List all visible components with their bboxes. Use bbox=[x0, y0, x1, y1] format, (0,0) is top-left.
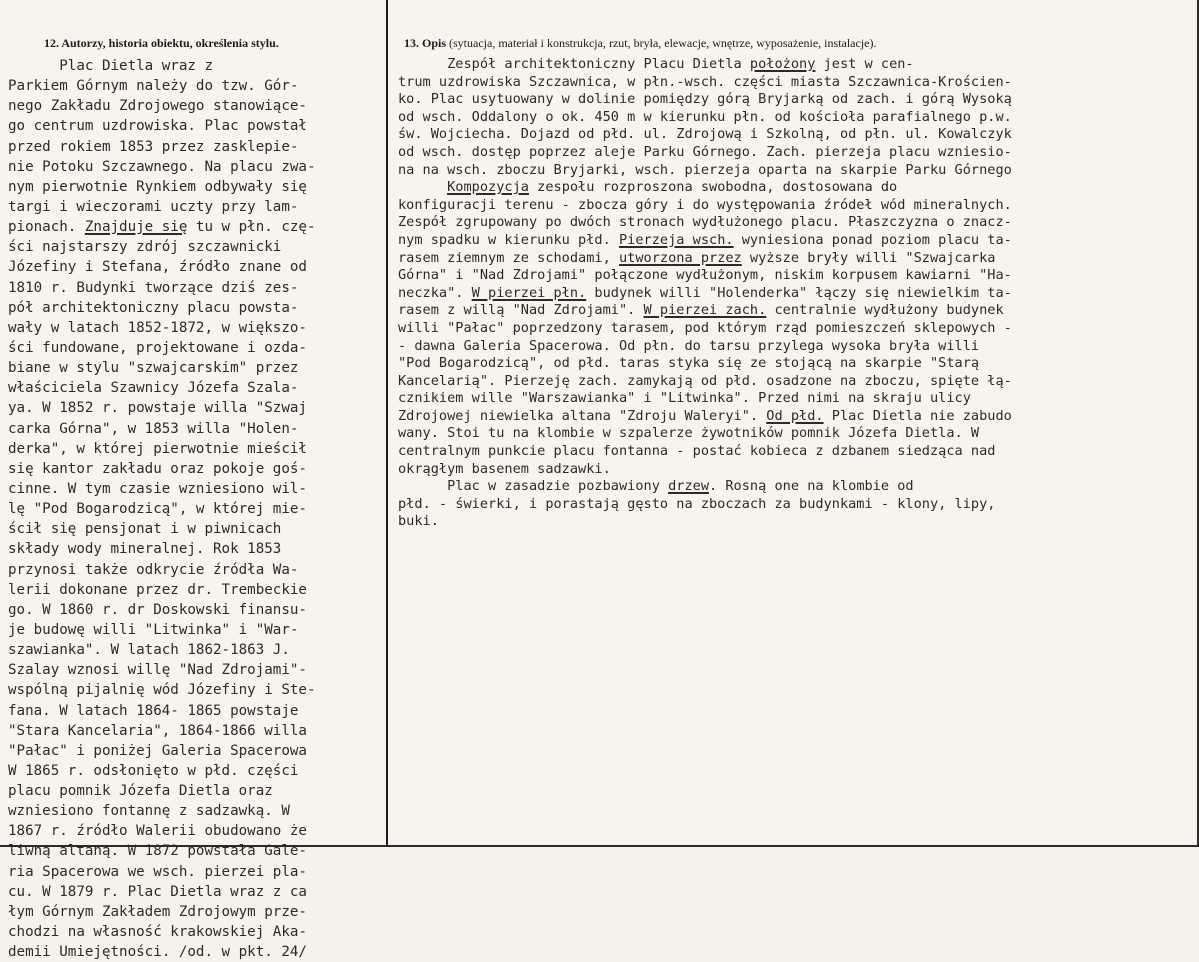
description-line: willi "Pałac" poprzedzony tarasem, pod którym rząd pomieszczeń sklepowych - bbox=[398, 319, 1012, 336]
history-line: W 1865 r. odsłonięto w płd. części bbox=[8, 762, 299, 779]
history-line: ya. W 1852 r. powstaje willa "Szwaj bbox=[8, 400, 307, 417]
history-line: przed rokiem 1853 przez zasklepie- bbox=[8, 138, 299, 155]
section-13-subtitle: (sytuacja, materiał i konstrukcja, rzut, bryła, elewacje, wnętrze, wyposażenie, instalacje). bbox=[449, 36, 877, 50]
description-line: Plac w zasadzie pozbawiony drzew. Rosną one na klombie od bbox=[398, 478, 914, 495]
history-line: go centrum uzdrowiska. Plac powstał bbox=[8, 118, 307, 135]
history-line: nego Zakładu Zdrojowego stanowiące- bbox=[8, 98, 307, 115]
history-line: fana. W latach 1864- 1865 powstaje bbox=[8, 702, 299, 719]
history-line: "Stara Kancelaria", 1864-1866 willa bbox=[8, 722, 307, 739]
history-line: liwną altaną. W 1872 powstała Gale- bbox=[8, 843, 307, 860]
history-line: pół architektoniczny placu powsta- bbox=[8, 299, 299, 316]
section-12-title: 12. Autorzy, historia obiektu, określenia stylu. bbox=[44, 36, 279, 50]
description-line: Kompozycja zespołu rozproszona swobodna, dostosowana do bbox=[447, 179, 898, 196]
history-line: szawianka". W latach 1862-1863 J. bbox=[8, 642, 290, 659]
description-line: od wsch. Oddalony o ok. 450 m w kierunku płn. od kościoła parafialnego p.w. bbox=[398, 108, 1012, 125]
history-line: ścił się pensjonat i w piwnicach bbox=[8, 521, 282, 538]
description-line: ko. Plac usytuowany w dolinie pomiędzy górą Bryjarką od zach. i górą Wysoką bbox=[398, 91, 1012, 108]
history-line: biane w stylu "szwajcarskim" przez bbox=[8, 360, 299, 377]
history-line: cu. W 1879 r. Plac Dietla wraz z ca bbox=[8, 883, 307, 900]
description-line: Zespół architektoniczny Placu Dietla położony jest w cen- bbox=[398, 56, 914, 72]
history-line: ści najstarszy zdrój szczawnicki bbox=[8, 239, 282, 256]
history-line: demii Umiejętności. /od. w pkt. 24/ bbox=[8, 944, 307, 961]
history-line: je budowę willi "Litwinka" i "War- bbox=[8, 621, 299, 638]
history-line: przynosi także odkrycie źródła Wa- bbox=[8, 561, 299, 578]
description-line: rasem ziemnym ze schodami, utworzona przez wyższe bryły willi "Szwajcarka bbox=[398, 249, 996, 266]
description-line: wany. Stoi tu na klombie w szpalerze żywotników pomnik Józefa Dietla. W bbox=[398, 425, 980, 442]
description-line: okrągłym basenem sadzawki. bbox=[398, 460, 611, 477]
section-13-title: 13. Opis bbox=[404, 36, 447, 50]
history-line: wzniesiono fontannę z sadzawką. W bbox=[8, 803, 290, 820]
column-divider bbox=[386, 0, 388, 847]
history-line: właściciela Szawnicy Józefa Szala- bbox=[8, 380, 299, 397]
history-line: ria Spacerowa we wsch. pierzei pla- bbox=[8, 863, 307, 880]
history-line: targi i wieczorami uczty przy lam- bbox=[8, 198, 299, 215]
description-line: rasem z willą "Nad Zdrojami". W pierzei zach. centralnie wydłużony budynek bbox=[398, 302, 1004, 319]
description-text-column bbox=[398, 56, 1194, 531]
description-line: Kancelarią". Pierzeję zach. zamykają od płd. osadzone na zboczu, spięte łą- bbox=[398, 372, 1012, 389]
description-line: - dawna Galeria Spacerowa. Od płn. do tarsu przylega wysoka bryła willi bbox=[398, 337, 980, 354]
history-line: składy wody mineralnej. Rok 1853 bbox=[8, 541, 282, 558]
description-line: na na wsch. zboczu Bryjarki, wsch. pierzeja oparta na skarpie Parku Górnego bbox=[398, 161, 1012, 178]
section-13-heading bbox=[404, 36, 877, 51]
history-line: Józefiny i Stefana, źródło znane od bbox=[8, 259, 307, 276]
description-line: centralnym punkcie placu fontanna - postać kobieca z dzbanem siedząca nad bbox=[398, 443, 996, 460]
description-line: trum uzdrowiska Szczawnica, w płn.-wsch. części miasta Szczawnica-Krościen- bbox=[398, 73, 1012, 90]
description-line: św. Wojciecha. Dojazd od płd. ul. Zdrojową i Szkolną, od płn. ul. Kowalczyk bbox=[398, 126, 1012, 143]
history-line: "Pałac" i poniżej Galeria Spacerowa bbox=[8, 742, 307, 759]
history-line: 1867 r. źródło Walerii obudowano że bbox=[8, 823, 307, 840]
history-line: lerii dokonane przez dr. Trembeckie bbox=[8, 581, 307, 598]
history-line: placu pomnik Józefa Dietla oraz bbox=[8, 783, 273, 800]
description-line: płd. - świerki, i porastają gęsto na zboczach za budynkami - klony, lipy, bbox=[398, 495, 996, 512]
history-line: cinne. W tym czasie wzniesiono wil- bbox=[8, 480, 307, 497]
description-line: Zdrojowej niewielka altana "Zdroju Waleryi". Od płd. Plac Dietla nie zabudo bbox=[398, 407, 1012, 424]
history-line: Plac Dietla wraz z bbox=[8, 58, 213, 74]
history-line: łym Górnym Zakładem Zdrojowym prze- bbox=[8, 903, 307, 920]
history-line: nie Potoku Szczawnego. Na placu zwa- bbox=[8, 158, 316, 175]
description-line: Zespół zgrupowany po dwóch stronach wydłużonego placu. Płaszczyzna o znacz- bbox=[398, 214, 1012, 231]
description-line: konfiguracji terenu - zbocza góry i do występowania źródeł wód mineralnych. bbox=[398, 196, 1012, 213]
history-line: wspólną pijalnię wód Józefiny i Ste- bbox=[8, 682, 316, 699]
history-line: carka Górna", w 1853 willa "Holen- bbox=[8, 420, 299, 437]
history-line: pionach. Znajduje się tu w płn. czę- bbox=[8, 219, 316, 236]
history-line: chodzi na własność krakowskiej Aka- bbox=[8, 924, 307, 941]
history-line: derka", w której pierwotnie mieścił bbox=[8, 440, 307, 457]
section-12-heading bbox=[44, 36, 279, 51]
description-line: neczka". W pierzei płn. budynek willi "Holenderka" łączy się niewielkim ta- bbox=[398, 284, 1012, 301]
history-line: Parkiem Górnym należy do tzw. Gór- bbox=[8, 78, 299, 95]
history-line: 1810 r. Budynki tworzące dziś zes- bbox=[8, 279, 299, 296]
description-line: od wsch. dostęp poprzez aleje Parku Górnego. Zach. pierzeja placu wzniesio- bbox=[398, 143, 1012, 160]
description-line: buki. bbox=[398, 513, 439, 530]
description-line: Górna" i "Nad Zdrojami" połączone wydłużonym, niskim korpusem kawiarni "Ha- bbox=[398, 267, 1012, 284]
history-line: wały w latach 1852-1872, w większo- bbox=[8, 319, 307, 336]
description-line: "Pod Bogarodzicą", od płd. taras styka się ze stojącą na skarpie "Starą bbox=[398, 355, 980, 372]
description-line: nym spadku w kierunku płd. Pierzeja wsch. wyniesiona ponad poziom placu ta- bbox=[398, 231, 1012, 248]
history-line: go. W 1860 r. dr Doskowski finansu- bbox=[8, 601, 307, 618]
history-text-column bbox=[8, 56, 386, 962]
history-line: ści fundowane, projektowane i ozda- bbox=[8, 339, 307, 356]
description-line: cznikiem wille "Warszawianka" i "Litwinka". Przed nimi na skraju ulicy bbox=[398, 390, 971, 407]
history-line: Szalay wznosi willę "Nad Zdrojami"- bbox=[8, 662, 307, 679]
history-line: nym pierwotnie Rynkiem odbywały się bbox=[8, 178, 307, 195]
history-line: lę "Pod Bogarodzicą", w której mie- bbox=[8, 501, 307, 518]
history-line: się kantor zakładu oraz pokoje goś- bbox=[8, 460, 307, 477]
